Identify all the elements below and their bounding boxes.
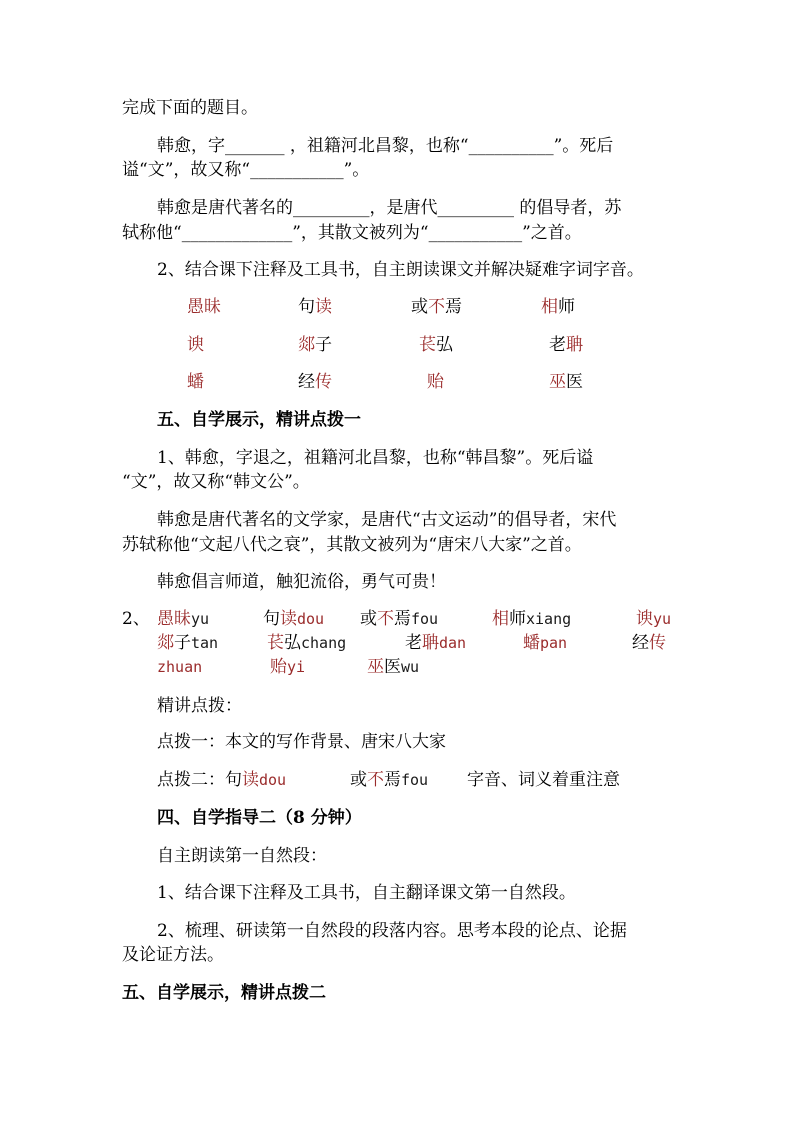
pinyin-char: 不	[377, 609, 394, 629]
pinyin-text: zhuan	[157, 658, 203, 676]
pinyin-char: 愚昧	[157, 609, 191, 629]
section-4-line-2b: 及论证方法。	[122, 945, 224, 965]
pinyin-number: 2、	[122, 609, 150, 629]
pinyin-text: fou	[411, 610, 439, 628]
pinyin-pre: 经	[632, 633, 649, 653]
dianbo-2-pre: 或	[350, 770, 367, 790]
vocab-word	[187, 295, 221, 319]
dianbo-2-word-2	[350, 768, 428, 792]
answer-line-1a: 1、韩愈，字退之，祖籍河北昌黎，也称“韩昌黎”。死后谥	[157, 448, 594, 468]
vocab-highlight: 巫	[549, 372, 566, 392]
pinyin-char: 贻	[270, 657, 287, 677]
vocab-word	[419, 333, 453, 357]
vocab-word	[427, 370, 444, 394]
vocab-highlight: 谀	[187, 335, 204, 355]
vocab-highlight: 苌	[419, 335, 436, 355]
pinyin-item	[492, 607, 571, 631]
pinyin-text: tan	[191, 634, 219, 652]
pinyin-text: xiang	[526, 610, 572, 628]
pinyin-pre: 或	[360, 609, 377, 629]
pinyin-pre: 老	[405, 633, 422, 653]
vocab-highlight: 愚昧	[187, 297, 221, 317]
section-heading-1: 五、自学展示，精讲点拨一	[157, 410, 361, 430]
dianbo-2-pre: 句	[225, 770, 242, 790]
dianbo-2-pinyin: dou	[259, 771, 287, 789]
pinyin-char: 苌	[267, 633, 284, 653]
vocab-highlight: 蟠	[187, 372, 204, 392]
dianbo-2-pinyin: fou	[401, 771, 429, 789]
pinyin-post: 弘	[284, 633, 301, 653]
vocab-post: 焉	[445, 297, 462, 317]
pinyin-item	[157, 631, 218, 655]
dianbo-2	[157, 768, 286, 792]
vocab-highlight: 读	[315, 297, 332, 317]
section-4-line-1: 1、结合课下注释及工具书，自主翻译课文第一自然段。	[157, 883, 576, 903]
vocab-word	[411, 295, 462, 319]
vocab-word	[541, 295, 575, 319]
section-4-line-2a: 2、梳理、研读第一自然段的段落内容。思考本段的论点、论据	[157, 921, 627, 941]
pinyin-post: 医	[384, 657, 401, 677]
vocab-post: 师	[558, 297, 575, 317]
pinyin-char: 谀	[636, 609, 653, 629]
pinyin-pre: 句	[263, 609, 280, 629]
vocab-post: 子	[315, 335, 332, 355]
pinyin-post: 师	[509, 609, 526, 629]
pinyin-item	[632, 631, 666, 655]
vocab-highlight: 传	[315, 372, 332, 392]
dianbo-2-char: 不	[367, 770, 384, 790]
pinyin-char: 巫	[367, 657, 384, 677]
pinyin-char: 郯	[157, 633, 174, 653]
section-4-line-0: 自主朗读第一自然段：	[157, 846, 327, 866]
vocab-highlight: 聃	[566, 335, 583, 355]
vocab-word	[187, 333, 204, 357]
jingjiang-label: 精讲点拨：	[157, 696, 242, 716]
pinyin-text: yu	[191, 610, 210, 628]
vocab-word	[298, 370, 332, 394]
pinyin-text: pan	[540, 634, 568, 652]
pinyin-text: yu	[653, 610, 672, 628]
pinyin-char: 读	[280, 609, 297, 629]
pinyin-text: yi	[287, 658, 306, 676]
vocab-highlight: 相	[541, 297, 558, 317]
vocab-word	[298, 333, 332, 357]
pinyin-item	[636, 607, 671, 631]
pinyin-char: 蟠	[523, 633, 540, 653]
pinyin-item	[523, 631, 567, 655]
answer-line-2b: 苏轼称他“文起八代之衰”，其散文被列为“唐宋八大家”之首。	[122, 535, 582, 555]
pinyin-text: chang	[301, 634, 347, 652]
vocab-word	[187, 370, 204, 394]
vocab-pre: 老	[549, 335, 566, 355]
dianbo-2-char: 读	[242, 770, 259, 790]
dianbo-2-label: 点拨二：	[157, 770, 225, 790]
intro-line-1: 完成下面的题目。	[122, 98, 258, 118]
pinyin-char: 传	[649, 633, 666, 653]
pinyin-item	[405, 631, 466, 655]
intro-line-6: 2、结合课下注释及工具书，自主朗读课文并解决疑难字词字音。	[157, 260, 644, 280]
pinyin-text: wu	[401, 658, 420, 676]
pinyin-item	[270, 655, 305, 679]
vocab-highlight: 郯	[298, 335, 315, 355]
answer-line-3: 韩愈倡言师道，触犯流俗，勇气可贵！	[157, 572, 446, 592]
section-heading-4: 四、自学指导二（8 分钟）	[157, 808, 362, 828]
vocab-pre: 或	[411, 297, 428, 317]
vocab-highlight: 贻	[427, 372, 444, 392]
vocab-highlight: 不	[428, 297, 445, 317]
intro-line-4: 韩愈是唐代著名的_________，是唐代_________ 的倡导者，苏	[157, 198, 622, 218]
vocab-word	[549, 370, 583, 394]
intro-line-3: 谥“文”，故又称“___________”。	[122, 160, 370, 180]
pinyin-post: 子	[174, 633, 191, 653]
vocab-pre: 句	[298, 297, 315, 317]
vocab-word	[549, 333, 583, 357]
pinyin-post: 焉	[394, 609, 411, 629]
vocab-post: 医	[566, 372, 583, 392]
pinyin-item	[157, 607, 209, 631]
pinyin-char: 相	[492, 609, 509, 629]
pinyin-text: dan	[439, 634, 467, 652]
pinyin-char: 聃	[422, 633, 439, 653]
pinyin-item	[367, 655, 419, 679]
vocab-pre: 经	[298, 372, 315, 392]
intro-line-2: 韩愈，字_______ ，祖籍河北昌黎，也称“__________”。死后	[157, 136, 614, 156]
answer-line-1b: “文”，故又称“韩文公”。	[122, 472, 310, 492]
answer-line-2a: 韩愈是唐代著名的文学家，是唐代“古文运动”的倡导者，宋代	[157, 510, 617, 530]
dianbo-1: 点拨一：本文的写作背景、唐宋八大家	[157, 732, 446, 752]
pinyin-item	[360, 607, 438, 631]
intro-line-5: 轼称他“_____________”，其散文被列为“___________”之首。	[122, 223, 582, 243]
pinyin-item	[267, 631, 346, 655]
vocab-word	[298, 295, 332, 319]
dianbo-2-note: 字音、词义着重注意	[467, 770, 620, 790]
dianbo-2-post: 焉	[384, 770, 401, 790]
pinyin-item	[157, 655, 202, 679]
vocab-post: 弘	[436, 335, 453, 355]
pinyin-text: dou	[297, 610, 325, 628]
pinyin-item	[263, 607, 324, 631]
section-heading-5b: 五、自学展示，精讲点拨二	[122, 983, 326, 1003]
